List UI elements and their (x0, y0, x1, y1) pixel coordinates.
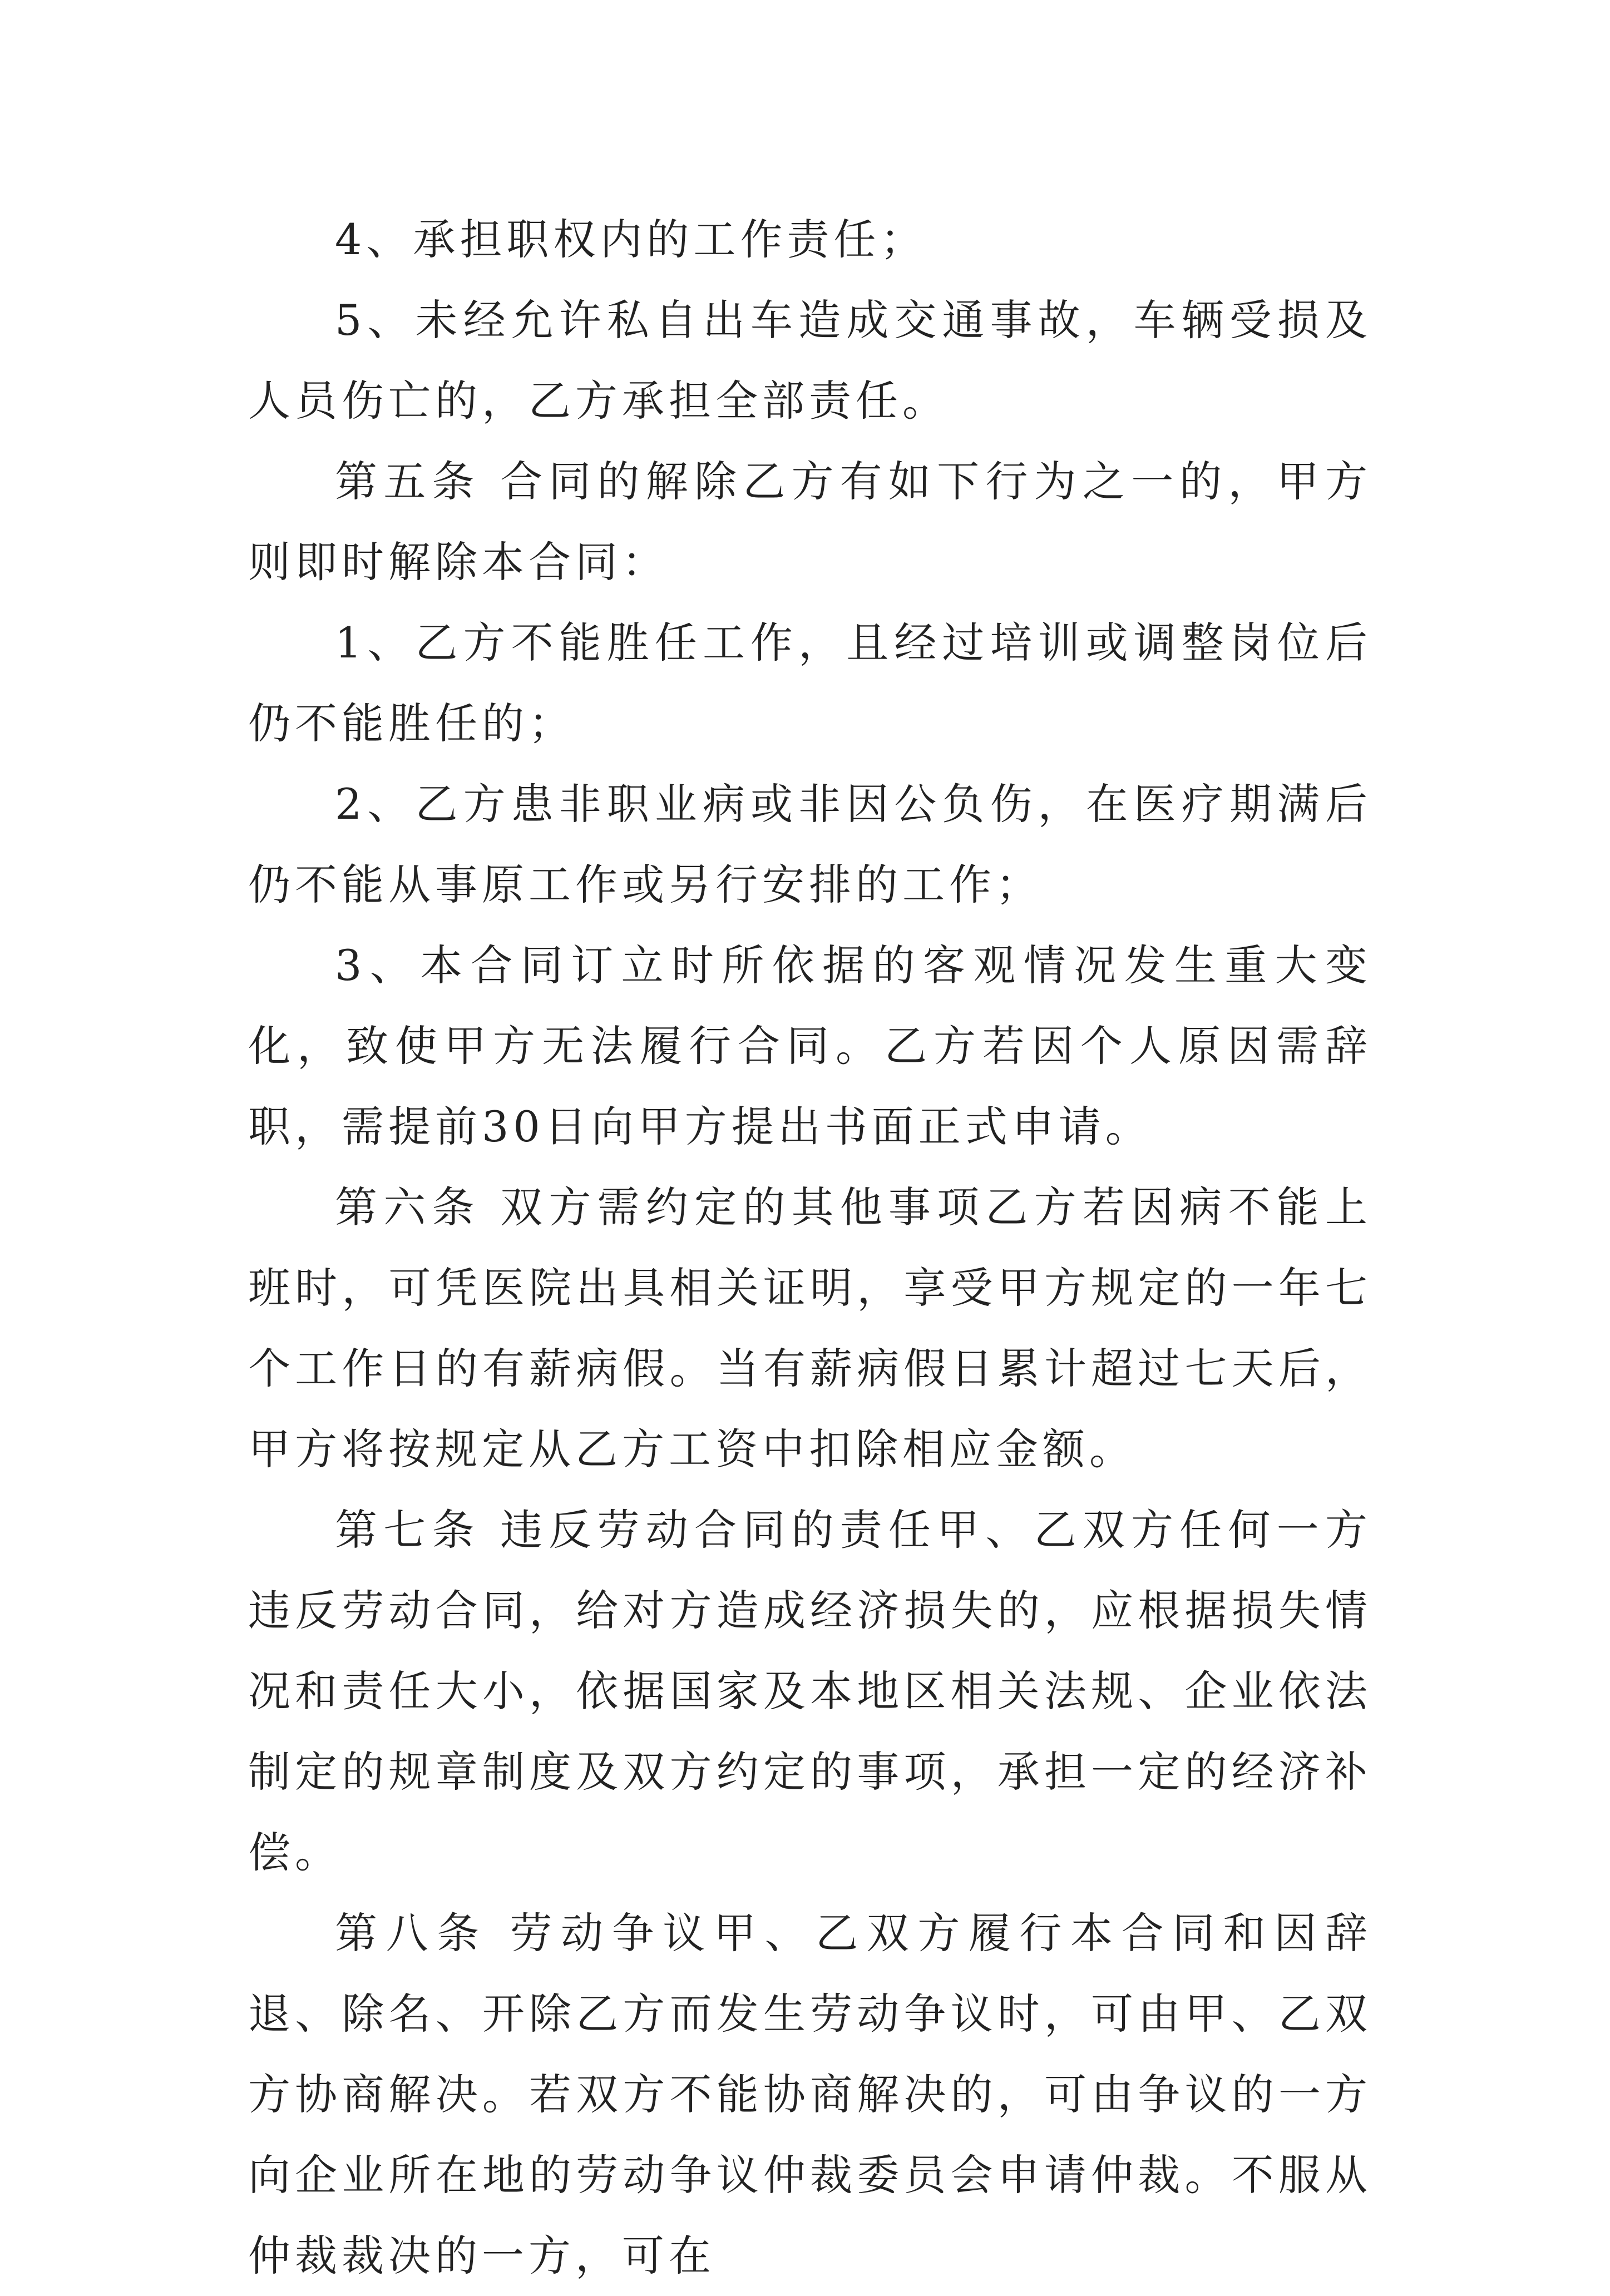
termination-item-1: 1、乙方不能胜任工作，且经过培训或调整岗位后仍不能胜任的； (248, 618, 1372, 748)
termination-item-2: 2、乙方患非职业病或非因公负伤，在医疗期满后仍不能从事原工作或另行安排的工作； (248, 779, 1372, 909)
article-8-labor-dispute: 第八条 劳动争议甲、乙双方履行本合同和因辞退、除名、开除乙方而发生劳动争议时，可由甲、乙双方协商解决。若双方不能协商解决的，可由争议的一方向企业所在地的劳动争议仲裁委员会申请仲裁。不服从仲裁裁决的一方，可在 (248, 1908, 1372, 2280)
article-5-termination: 第五条 合同的解除乙方有如下行为之一的，甲方则即时解除本合同： (248, 457, 1372, 587)
document-body (248, 199, 1372, 2296)
article-7-liability: 第七条 违反劳动合同的责任甲、乙双方任何一方违反劳动合同，给对方造成经济损失的，应根据损失情况和责任大小，依据国家及本地区相关法规、企业依法制定的规章制度及双方约定的事项，承担一定的经济补偿。 (248, 1505, 1372, 1877)
clause-item-4: 4、承担职权内的工作责任； (335, 215, 927, 264)
clause-item-5: 5、未经允许私自出车造成交通事故，车辆受损及人员伤亡的，乙方承担全部责任。 (248, 295, 1372, 425)
article-6-other-matters: 第六条 双方需约定的其他事项乙方若因病不能上班时，可凭医院出具相关证明，享受甲方规定的一年七个工作日的有薪病假。当有薪病假日累计超过七天后，甲方将按规定从乙方工资中扣除相应金额。 (248, 1182, 1372, 1474)
termination-item-3: 3、本合同订立时所依据的客观情况发生重大变化，致使甲方无法履行合同。乙方若因个人原因需辞职，需提前30日向甲方提出书面正式申请。 (248, 941, 1372, 1151)
